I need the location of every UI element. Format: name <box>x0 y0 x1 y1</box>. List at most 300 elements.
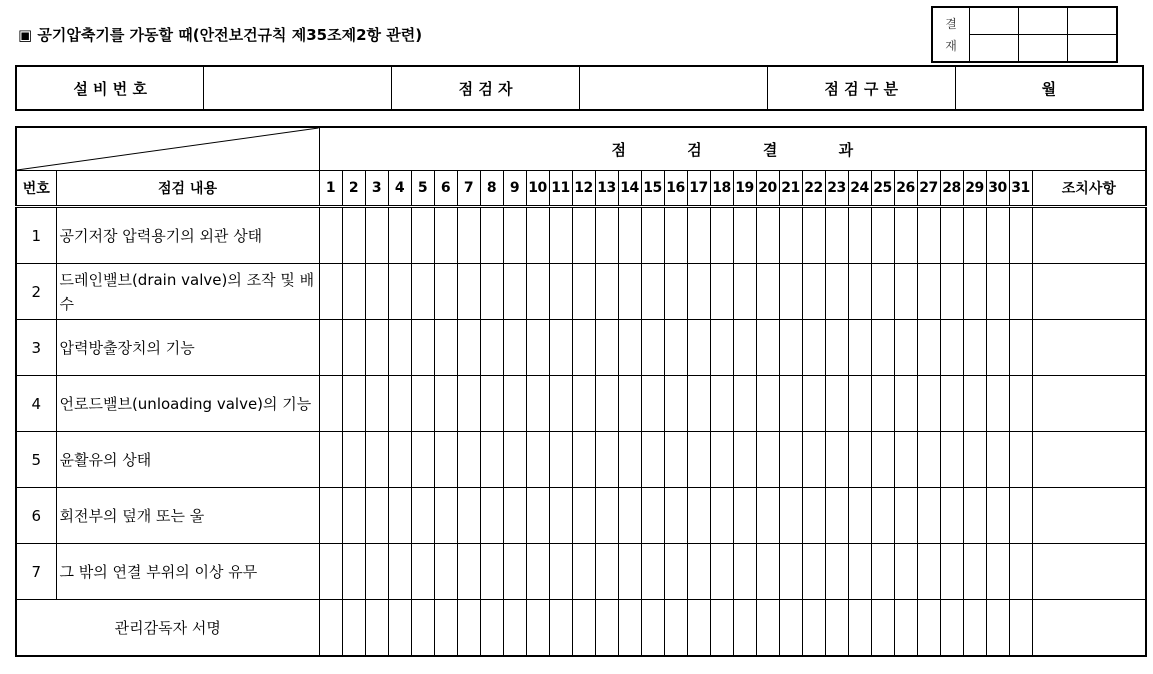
check-cell-day-2[interactable] <box>342 320 365 376</box>
check-cell-day-7[interactable] <box>457 376 480 432</box>
day-header-7: 7 <box>457 171 480 207</box>
signature-cell-day-6[interactable] <box>434 600 457 657</box>
check-cell-day-27[interactable] <box>917 432 940 488</box>
action-cell[interactable] <box>1032 488 1146 544</box>
inspection-item: 윤활유의 상태 <box>56 432 319 488</box>
check-cell-day-15[interactable] <box>641 376 664 432</box>
equipment-no-field[interactable] <box>204 66 392 110</box>
check-cell-day-16[interactable] <box>664 376 687 432</box>
inspector-field[interactable] <box>579 66 767 110</box>
check-cell-day-25[interactable] <box>871 432 894 488</box>
check-cell-day-3[interactable] <box>365 264 388 320</box>
approval-label-line2: 재 <box>945 38 957 53</box>
check-cell-day-28[interactable] <box>940 264 963 320</box>
signature-cell-day-9[interactable] <box>503 600 526 657</box>
check-cell-day-18[interactable] <box>710 488 733 544</box>
signature-cell-day-21[interactable] <box>779 600 802 657</box>
check-cell-day-18[interactable] <box>710 376 733 432</box>
day-header-10: 10 <box>526 171 549 207</box>
check-cell-day-17[interactable] <box>687 264 710 320</box>
check-cell-day-29[interactable] <box>963 376 986 432</box>
check-cell-day-10[interactable] <box>526 376 549 432</box>
col-no-header: 번호 <box>16 171 56 207</box>
signature-cell-day-1[interactable] <box>319 600 342 657</box>
check-cell-day-25[interactable] <box>871 320 894 376</box>
check-cell-day-9[interactable] <box>503 432 526 488</box>
page-title: ▣ 공기압축기를 가동할 때(안전보건규칙 제35조제2항 관련) <box>18 26 423 44</box>
check-cell-day-24[interactable] <box>848 488 871 544</box>
check-cell-day-10[interactable] <box>526 432 549 488</box>
diagonal-header-cell <box>16 127 319 171</box>
check-cell-day-22[interactable] <box>802 207 825 264</box>
check-cell-day-31[interactable] <box>1009 264 1032 320</box>
check-cell-day-27[interactable] <box>917 207 940 264</box>
check-cell-day-19[interactable] <box>733 488 756 544</box>
check-cell-day-21[interactable] <box>779 320 802 376</box>
check-cell-day-22[interactable] <box>802 320 825 376</box>
check-cell-day-14[interactable] <box>618 207 641 264</box>
check-cell-day-7[interactable] <box>457 207 480 264</box>
check-cell-day-20[interactable] <box>756 544 779 600</box>
day-header-3: 3 <box>365 171 388 207</box>
inspection-item: 드레인밸브(drain valve)의 조작 및 배수 <box>56 264 319 320</box>
check-cell-day-23[interactable] <box>825 488 848 544</box>
check-cell-day-5[interactable] <box>411 264 434 320</box>
check-cell-day-9[interactable] <box>503 488 526 544</box>
signature-cell-day-22[interactable] <box>802 600 825 657</box>
check-cell-day-18[interactable] <box>710 544 733 600</box>
signature-cell-day-26[interactable] <box>894 600 917 657</box>
check-cell-day-5[interactable] <box>411 376 434 432</box>
check-cell-day-9[interactable] <box>503 376 526 432</box>
check-cell-day-12[interactable] <box>572 544 595 600</box>
check-cell-day-6[interactable] <box>434 207 457 264</box>
check-cell-day-15[interactable] <box>641 207 664 264</box>
check-cell-day-20[interactable] <box>756 488 779 544</box>
check-cell-day-30[interactable] <box>986 488 1009 544</box>
check-cell-day-6[interactable] <box>434 376 457 432</box>
check-cell-day-8[interactable] <box>480 207 503 264</box>
check-cell-day-18[interactable] <box>710 320 733 376</box>
check-cell-day-2[interactable] <box>342 544 365 600</box>
check-cell-day-7[interactable] <box>457 488 480 544</box>
check-cell-day-31[interactable] <box>1009 488 1032 544</box>
day-header-13: 13 <box>595 171 618 207</box>
check-cell-day-12[interactable] <box>572 376 595 432</box>
signature-cell-day-3[interactable] <box>365 600 388 657</box>
check-cell-day-15[interactable] <box>641 264 664 320</box>
check-cell-day-6[interactable] <box>434 488 457 544</box>
check-cell-day-25[interactable] <box>871 376 894 432</box>
check-cell-day-20[interactable] <box>756 320 779 376</box>
check-cell-day-28[interactable] <box>940 432 963 488</box>
check-cell-day-12[interactable] <box>572 207 595 264</box>
check-cell-day-7[interactable] <box>457 264 480 320</box>
check-cell-day-20[interactable] <box>756 432 779 488</box>
check-cell-day-18[interactable] <box>710 264 733 320</box>
check-cell-day-10[interactable] <box>526 264 549 320</box>
check-cell-day-4[interactable] <box>388 488 411 544</box>
diagonal-line <box>17 128 319 170</box>
check-cell-day-8[interactable] <box>480 488 503 544</box>
signature-cell-day-18[interactable] <box>710 600 733 657</box>
approval-slot-3[interactable] <box>1068 7 1118 35</box>
check-cell-day-9[interactable] <box>503 544 526 600</box>
check-cell-day-20[interactable] <box>756 207 779 264</box>
check-cell-day-31[interactable] <box>1009 320 1032 376</box>
signature-cell-day-12[interactable] <box>572 600 595 657</box>
check-cell-day-17[interactable] <box>687 207 710 264</box>
check-cell-day-3[interactable] <box>365 488 388 544</box>
check-cell-day-8[interactable] <box>480 544 503 600</box>
check-cell-day-6[interactable] <box>434 544 457 600</box>
signature-cell-day-20[interactable] <box>756 600 779 657</box>
check-cell-day-12[interactable] <box>572 488 595 544</box>
signature-cell-day-15[interactable] <box>641 600 664 657</box>
check-cell-day-5[interactable] <box>411 207 434 264</box>
check-cell-day-26[interactable] <box>894 488 917 544</box>
check-cell-day-29[interactable] <box>963 207 986 264</box>
check-cell-day-6[interactable] <box>434 264 457 320</box>
check-cell-day-14[interactable] <box>618 320 641 376</box>
check-cell-day-21[interactable] <box>779 264 802 320</box>
check-cell-day-11[interactable] <box>549 207 572 264</box>
check-cell-day-25[interactable] <box>871 544 894 600</box>
signature-cell-day-25[interactable] <box>871 600 894 657</box>
check-cell-day-15[interactable] <box>641 544 664 600</box>
signature-cell-day-28[interactable] <box>940 600 963 657</box>
check-cell-day-26[interactable] <box>894 264 917 320</box>
check-cell-day-24[interactable] <box>848 432 871 488</box>
signature-cell-day-2[interactable] <box>342 600 365 657</box>
action-cell[interactable] <box>1032 432 1146 488</box>
check-cell-day-21[interactable] <box>779 207 802 264</box>
check-cell-day-30[interactable] <box>986 376 1009 432</box>
action-cell[interactable] <box>1032 376 1146 432</box>
day-header-29: 29 <box>963 171 986 207</box>
signature-cell-day-8[interactable] <box>480 600 503 657</box>
check-cell-day-6[interactable] <box>434 320 457 376</box>
check-cell-day-12[interactable] <box>572 320 595 376</box>
check-cell-day-14[interactable] <box>618 376 641 432</box>
inspection-item: 압력방출장치의 기능 <box>56 320 319 376</box>
action-cell[interactable] <box>1032 264 1146 320</box>
check-cell-day-1[interactable] <box>319 207 342 264</box>
signature-cell-day-24[interactable] <box>848 600 871 657</box>
check-cell-day-23[interactable] <box>825 376 848 432</box>
category-label: 점 검 구 분 <box>767 66 955 110</box>
row-number: 7 <box>16 544 56 600</box>
result-title: 점 검 결 과 <box>319 127 1146 171</box>
check-cell-day-27[interactable] <box>917 320 940 376</box>
check-cell-day-13[interactable] <box>595 376 618 432</box>
signature-cell-day-30[interactable] <box>986 600 1009 657</box>
day-header-28: 28 <box>940 171 963 207</box>
check-cell-day-23[interactable] <box>825 432 848 488</box>
approval-sign-3[interactable] <box>1068 35 1118 63</box>
check-cell-day-4[interactable] <box>388 376 411 432</box>
check-cell-day-30[interactable] <box>986 207 1009 264</box>
check-cell-day-14[interactable] <box>618 488 641 544</box>
check-cell-day-4[interactable] <box>388 207 411 264</box>
check-cell-day-3[interactable] <box>365 544 388 600</box>
day-header-19: 19 <box>733 171 756 207</box>
check-cell-day-14[interactable] <box>618 264 641 320</box>
action-cell[interactable] <box>1032 320 1146 376</box>
check-cell-day-8[interactable] <box>480 376 503 432</box>
check-cell-day-27[interactable] <box>917 264 940 320</box>
check-cell-day-5[interactable] <box>411 488 434 544</box>
action-cell[interactable] <box>1032 207 1146 264</box>
check-cell-day-1[interactable] <box>319 376 342 432</box>
check-cell-day-26[interactable] <box>894 544 917 600</box>
check-cell-day-26[interactable] <box>894 207 917 264</box>
check-cell-day-4[interactable] <box>388 544 411 600</box>
check-cell-day-2[interactable] <box>342 432 365 488</box>
day-header-16: 16 <box>664 171 687 207</box>
check-cell-day-30[interactable] <box>986 320 1009 376</box>
check-cell-day-8[interactable] <box>480 432 503 488</box>
check-cell-day-8[interactable] <box>480 320 503 376</box>
check-cell-day-3[interactable] <box>365 432 388 488</box>
check-cell-day-15[interactable] <box>641 432 664 488</box>
check-cell-day-29[interactable] <box>963 432 986 488</box>
signature-cell-day-17[interactable] <box>687 600 710 657</box>
check-cell-day-7[interactable] <box>457 544 480 600</box>
check-cell-day-19[interactable] <box>733 207 756 264</box>
check-cell-day-12[interactable] <box>572 432 595 488</box>
check-cell-day-11[interactable] <box>549 376 572 432</box>
approval-slot-1[interactable] <box>970 7 1019 35</box>
check-cell-day-5[interactable] <box>411 320 434 376</box>
action-cell[interactable] <box>1032 544 1146 600</box>
check-cell-day-7[interactable] <box>457 320 480 376</box>
check-cell-day-1[interactable] <box>319 488 342 544</box>
check-cell-day-27[interactable] <box>917 544 940 600</box>
check-cell-day-24[interactable] <box>848 207 871 264</box>
check-cell-day-24[interactable] <box>848 264 871 320</box>
check-cell-day-22[interactable] <box>802 264 825 320</box>
check-cell-day-17[interactable] <box>687 432 710 488</box>
approval-sign-2[interactable] <box>1019 35 1068 63</box>
day-header-4: 4 <box>388 171 411 207</box>
check-cell-day-17[interactable] <box>687 544 710 600</box>
check-cell-day-13[interactable] <box>595 264 618 320</box>
check-cell-day-31[interactable] <box>1009 432 1032 488</box>
day-header-11: 11 <box>549 171 572 207</box>
inspection-item: 그 밖의 연결 부위의 이상 유무 <box>56 544 319 600</box>
check-cell-day-31[interactable] <box>1009 207 1032 264</box>
check-cell-day-25[interactable] <box>871 488 894 544</box>
check-cell-day-24[interactable] <box>848 320 871 376</box>
check-cell-day-17[interactable] <box>687 488 710 544</box>
day-header-2: 2 <box>342 171 365 207</box>
check-cell-day-10[interactable] <box>526 488 549 544</box>
check-cell-day-23[interactable] <box>825 544 848 600</box>
check-cell-day-15[interactable] <box>641 488 664 544</box>
check-cell-day-14[interactable] <box>618 432 641 488</box>
check-cell-day-18[interactable] <box>710 432 733 488</box>
check-cell-day-13[interactable] <box>595 488 618 544</box>
check-cell-day-17[interactable] <box>687 376 710 432</box>
check-cell-day-28[interactable] <box>940 207 963 264</box>
check-cell-day-1[interactable] <box>319 432 342 488</box>
check-cell-day-28[interactable] <box>940 376 963 432</box>
check-cell-day-9[interactable] <box>503 320 526 376</box>
inspection-item: 공기저장 압력용기의 외관 상태 <box>56 207 319 264</box>
approval-sign-1[interactable] <box>970 35 1019 63</box>
check-cell-day-3[interactable] <box>365 320 388 376</box>
check-cell-day-25[interactable] <box>871 264 894 320</box>
check-cell-day-21[interactable] <box>779 544 802 600</box>
signature-cell-day-4[interactable] <box>388 600 411 657</box>
day-header-5: 5 <box>411 171 434 207</box>
check-cell-day-13[interactable] <box>595 207 618 264</box>
equipment-no-label: 설 비 번 호 <box>16 66 204 110</box>
check-cell-day-16[interactable] <box>664 264 687 320</box>
check-cell-day-31[interactable] <box>1009 544 1032 600</box>
check-cell-day-19[interactable] <box>733 376 756 432</box>
check-cell-day-11[interactable] <box>549 488 572 544</box>
check-cell-day-17[interactable] <box>687 320 710 376</box>
check-cell-day-26[interactable] <box>894 376 917 432</box>
check-cell-day-23[interactable] <box>825 207 848 264</box>
check-cell-day-30[interactable] <box>986 544 1009 600</box>
check-cell-day-8[interactable] <box>480 264 503 320</box>
check-cell-day-28[interactable] <box>940 544 963 600</box>
check-cell-day-23[interactable] <box>825 320 848 376</box>
signature-cell-day-27[interactable] <box>917 600 940 657</box>
check-cell-day-22[interactable] <box>802 432 825 488</box>
check-cell-day-4[interactable] <box>388 264 411 320</box>
check-cell-day-9[interactable] <box>503 264 526 320</box>
check-cell-day-31[interactable] <box>1009 376 1032 432</box>
check-cell-day-10[interactable] <box>526 207 549 264</box>
check-cell-day-14[interactable] <box>618 544 641 600</box>
check-cell-day-15[interactable] <box>641 320 664 376</box>
signature-cell-day-23[interactable] <box>825 600 848 657</box>
signature-cell-day-11[interactable] <box>549 600 572 657</box>
day-header-6: 6 <box>434 171 457 207</box>
check-cell-day-29[interactable] <box>963 264 986 320</box>
signature-cell-day-14[interactable] <box>618 600 641 657</box>
check-cell-day-1[interactable] <box>319 264 342 320</box>
day-header-25: 25 <box>871 171 894 207</box>
check-cell-day-22[interactable] <box>802 544 825 600</box>
check-cell-day-28[interactable] <box>940 320 963 376</box>
check-cell-day-20[interactable] <box>756 376 779 432</box>
check-cell-day-9[interactable] <box>503 207 526 264</box>
check-cell-day-2[interactable] <box>342 207 365 264</box>
check-cell-day-6[interactable] <box>434 432 457 488</box>
check-cell-day-11[interactable] <box>549 544 572 600</box>
check-cell-day-19[interactable] <box>733 264 756 320</box>
check-cell-day-28[interactable] <box>940 488 963 544</box>
check-cell-day-21[interactable] <box>779 488 802 544</box>
check-cell-day-11[interactable] <box>549 264 572 320</box>
day-header-12: 12 <box>572 171 595 207</box>
day-header-21: 21 <box>779 171 802 207</box>
check-cell-day-11[interactable] <box>549 432 572 488</box>
signature-cell-day-7[interactable] <box>457 600 480 657</box>
check-cell-day-19[interactable] <box>733 432 756 488</box>
check-cell-day-13[interactable] <box>595 432 618 488</box>
check-cell-day-4[interactable] <box>388 320 411 376</box>
check-cell-day-24[interactable] <box>848 376 871 432</box>
check-cell-day-23[interactable] <box>825 264 848 320</box>
row-number: 2 <box>16 264 56 320</box>
check-cell-day-26[interactable] <box>894 432 917 488</box>
check-cell-day-16[interactable] <box>664 320 687 376</box>
check-cell-day-13[interactable] <box>595 320 618 376</box>
check-cell-day-12[interactable] <box>572 264 595 320</box>
day-header-24: 24 <box>848 171 871 207</box>
check-cell-day-16[interactable] <box>664 544 687 600</box>
check-cell-day-22[interactable] <box>802 376 825 432</box>
signature-cell-day-13[interactable] <box>595 600 618 657</box>
check-cell-day-4[interactable] <box>388 432 411 488</box>
check-cell-day-21[interactable] <box>779 376 802 432</box>
check-cell-day-2[interactable] <box>342 376 365 432</box>
check-cell-day-22[interactable] <box>802 488 825 544</box>
signature-cell-day-10[interactable] <box>526 600 549 657</box>
table-row <box>16 376 1146 432</box>
check-cell-day-18[interactable] <box>710 207 733 264</box>
check-cell-day-24[interactable] <box>848 544 871 600</box>
check-cell-day-7[interactable] <box>457 432 480 488</box>
check-cell-day-30[interactable] <box>986 432 1009 488</box>
signature-cell-day-19[interactable] <box>733 600 756 657</box>
signature-label: 관리감독자 서명 <box>16 600 319 657</box>
check-cell-day-26[interactable] <box>894 320 917 376</box>
check-cell-day-27[interactable] <box>917 376 940 432</box>
check-cell-day-16[interactable] <box>664 432 687 488</box>
check-cell-day-10[interactable] <box>526 320 549 376</box>
check-cell-day-16[interactable] <box>664 488 687 544</box>
check-cell-day-2[interactable] <box>342 264 365 320</box>
check-cell-day-25[interactable] <box>871 207 894 264</box>
check-cell-day-11[interactable] <box>549 320 572 376</box>
check-cell-day-10[interactable] <box>526 544 549 600</box>
check-cell-day-13[interactable] <box>595 544 618 600</box>
category-value[interactable]: 월 <box>955 66 1143 110</box>
check-cell-day-19[interactable] <box>733 320 756 376</box>
check-cell-day-27[interactable] <box>917 488 940 544</box>
check-cell-day-2[interactable] <box>342 488 365 544</box>
check-cell-day-20[interactable] <box>756 264 779 320</box>
check-cell-day-30[interactable] <box>986 264 1009 320</box>
day-header-26: 26 <box>894 171 917 207</box>
check-cell-day-3[interactable] <box>365 207 388 264</box>
check-cell-day-1[interactable] <box>319 320 342 376</box>
signature-cell-day-16[interactable] <box>664 600 687 657</box>
signature-cell-day-31[interactable] <box>1009 600 1032 657</box>
check-cell-day-5[interactable] <box>411 432 434 488</box>
signature-action-cell[interactable] <box>1032 600 1146 657</box>
check-cell-day-29[interactable] <box>963 320 986 376</box>
approval-slot-2[interactable] <box>1019 7 1068 35</box>
check-cell-day-29[interactable] <box>963 488 986 544</box>
check-cell-day-5[interactable] <box>411 544 434 600</box>
check-cell-day-19[interactable] <box>733 544 756 600</box>
signature-cell-day-29[interactable] <box>963 600 986 657</box>
check-cell-day-3[interactable] <box>365 376 388 432</box>
check-cell-day-21[interactable] <box>779 432 802 488</box>
check-cell-day-16[interactable] <box>664 207 687 264</box>
check-cell-day-1[interactable] <box>319 544 342 600</box>
check-cell-day-29[interactable] <box>963 544 986 600</box>
signature-cell-day-5[interactable] <box>411 600 434 657</box>
